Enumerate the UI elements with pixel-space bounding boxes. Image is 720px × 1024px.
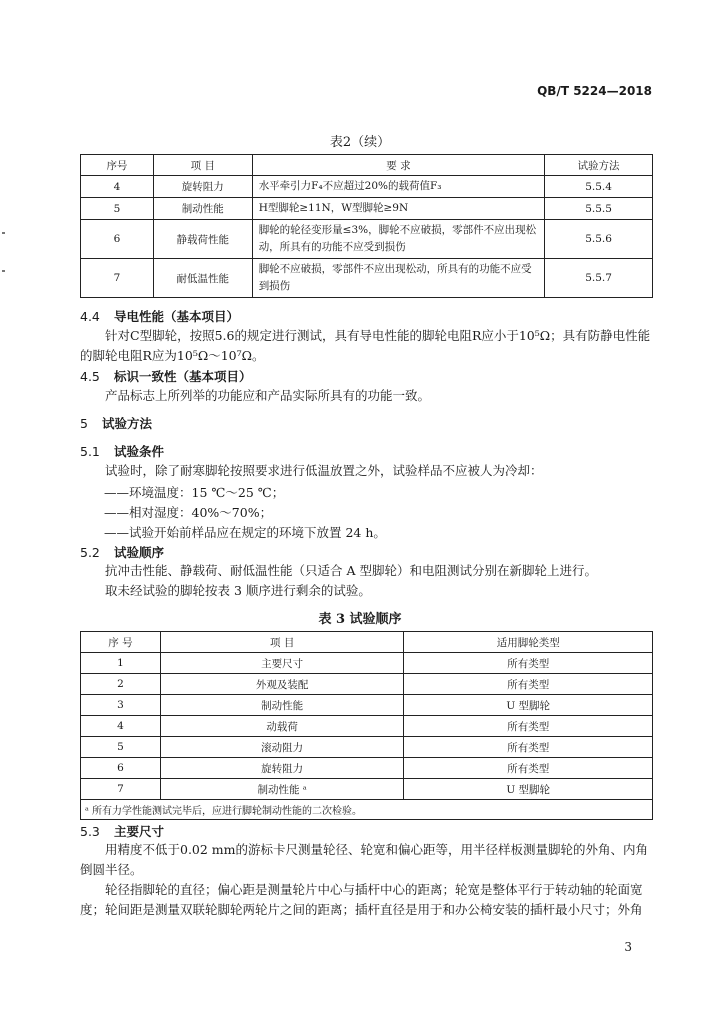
table-row <box>81 220 653 259</box>
table-row <box>81 695 653 716</box>
row-item: 耐低温性能 <box>153 259 252 298</box>
table3-header-no: 序 号 <box>81 632 161 653</box>
row-no: 3 <box>81 695 161 716</box>
table2-header-row <box>81 155 653 176</box>
condition-item: ——相对湿度：40%～70%； <box>104 505 273 520</box>
row-no: 4 <box>81 176 154 198</box>
row-item: 制动性能 <box>160 695 404 716</box>
section-5-2-heading <box>80 543 164 561</box>
table-row <box>81 779 653 800</box>
row-no: 7 <box>81 779 161 800</box>
section-title: 试验顺序 <box>114 545 165 560</box>
table3-header-type: 适用脚轮类型 <box>404 632 653 653</box>
row-item: 外观及装配 <box>160 674 404 695</box>
row-type: 所有类型 <box>404 737 653 758</box>
table2-caption: 表2（续） <box>329 135 391 150</box>
row-no: 5 <box>81 737 161 758</box>
section-5-3-p2: 轮径指脚轮的直径；偏心距是测量轮片中心与插杆中心的距离；轮宽是整体平行于转动轴的轮面宽度；轮间距是测量双联轮脚轮两轮片之间的距离；插杆直径是用于和办公椅安装的插杆最小尺寸；外角 <box>80 882 643 917</box>
row-type: 所有类型 <box>404 674 653 695</box>
row-method: 5.5.5 <box>545 198 653 220</box>
table2-header-requirement: 要 求 <box>252 155 544 176</box>
row-requirement: 脚轮的轮径变形量≤3%，脚轮不应破损，零部件不应出现松动，所具有的功能不应受到损伤 <box>252 220 544 259</box>
row-no: 5 <box>81 198 154 220</box>
table3-header-row <box>81 632 653 653</box>
row-type: 所有类型 <box>404 653 653 674</box>
section-number: 4.5 <box>80 369 100 384</box>
row-item: 动载荷 <box>160 716 404 737</box>
table3-header-item: 项 目 <box>160 632 404 653</box>
page-number: 3 <box>624 940 632 954</box>
row-requirement: 水平牵引力F₄不应超过20%的载荷值F₃ <box>252 176 544 198</box>
section-5-2-p2: 取未经试验的脚轮按表 3 顺序进行剩余的试验。 <box>105 583 371 598</box>
row-item: 制动性能 <box>153 198 252 220</box>
table-row <box>81 198 653 220</box>
condition-item: ——环境温度：15 ℃～25 ℃； <box>104 485 285 500</box>
table-row <box>81 716 653 737</box>
section-4-4-body: 针对C型脚轮，按照5.6的规定进行测试，具有导电性能的脚轮电阻R应小于10⁵Ω；具有防静电性能的脚轮电阻R应为10⁵Ω～10⁷Ω。 <box>80 328 651 363</box>
row-item: 旋转阻力 <box>153 176 252 198</box>
row-no: 1 <box>81 653 161 674</box>
section-title: 试验条件 <box>114 444 165 459</box>
table-row <box>81 176 653 198</box>
row-requirement: H型脚轮≥11N，W型脚轮≥9N <box>252 198 544 220</box>
row-method: 5.5.6 <box>545 220 653 259</box>
row-method: 5.5.4 <box>545 176 653 198</box>
row-type: 所有类型 <box>404 758 653 779</box>
section-4-5-heading <box>80 367 252 385</box>
scan-mark <box>2 232 5 234</box>
table2-header-no: 序号 <box>81 155 154 176</box>
row-item: 滚动阻力 <box>160 737 404 758</box>
section-number: 5.3 <box>80 824 100 839</box>
table-row <box>81 653 653 674</box>
section-5-heading <box>80 414 152 432</box>
row-type: 所有类型 <box>404 716 653 737</box>
table-row <box>81 758 653 779</box>
table-row <box>81 674 653 695</box>
table-row <box>81 259 653 298</box>
condition-item: ——试验开始前样品应在规定的环境下放置 24 h。 <box>104 525 386 540</box>
table3-footnote: ᵃ 所有力学性能测试完毕后，应进行脚轮制动性能的二次检验。 <box>81 800 653 820</box>
section-title: 主要尺寸 <box>114 824 165 839</box>
row-no: 7 <box>81 259 154 298</box>
row-no: 6 <box>81 220 154 259</box>
table3-note-row <box>81 800 653 820</box>
table2-header-item: 项 目 <box>153 155 252 176</box>
section-4-4-heading <box>80 307 239 325</box>
section-number: 5.1 <box>80 444 100 459</box>
row-item: 制动性能 ᵃ <box>160 779 404 800</box>
row-no: 2 <box>81 674 161 695</box>
section-5-1-body: 试验时，除了耐寒脚轮按照要求进行低温放置之外，试验样品不应被人为冷却： <box>105 463 543 478</box>
section-5-3-heading <box>80 822 164 840</box>
section-5-1-heading <box>80 442 164 460</box>
row-type: U 型脚轮 <box>404 779 653 800</box>
table3-caption: 表 3 试验顺序 <box>318 612 402 627</box>
section-title: 标识一致性（基本项目） <box>114 369 252 384</box>
row-item: 旋转阻力 <box>160 758 404 779</box>
section-title: 导电性能（基本项目） <box>114 309 240 324</box>
section-4-5-body: 产品标志上所列举的功能应和产品实际所具有的功能一致。 <box>105 388 431 403</box>
row-item: 静载荷性能 <box>153 220 252 259</box>
row-no: 4 <box>81 716 161 737</box>
section-5-3-p1: 用精度不低于0.02 mm的游标卡尺测量轮径、轮宽和偏心距等，用半径样板测量脚轮的外角、内角倒圆半径。 <box>80 842 649 877</box>
section-number: 5 <box>80 416 88 431</box>
row-method: 5.5.7 <box>545 259 653 298</box>
section-5-2-p1: 抗冲击性能、静载荷、耐低温性能（只适合 A 型脚轮）和电阻测试分别在新脚轮上进行。 <box>105 563 597 578</box>
table2 <box>80 154 653 298</box>
table2-header-method: 试验方法 <box>545 155 653 176</box>
section-number: 5.2 <box>80 545 100 560</box>
table-row <box>81 737 653 758</box>
row-requirement: 脚轮不应破损，零部件不应出现松动，所具有的功能不应受到损伤 <box>252 259 544 298</box>
section-number: 4.4 <box>80 309 100 324</box>
table3 <box>80 631 653 820</box>
row-type: U 型脚轮 <box>404 695 653 716</box>
row-item: 主要尺寸 <box>160 653 404 674</box>
row-no: 6 <box>81 758 161 779</box>
standard-code: QB/T 5224—2018 <box>537 84 652 98</box>
section-title: 试验方法 <box>102 416 153 431</box>
scan-mark <box>2 270 5 272</box>
